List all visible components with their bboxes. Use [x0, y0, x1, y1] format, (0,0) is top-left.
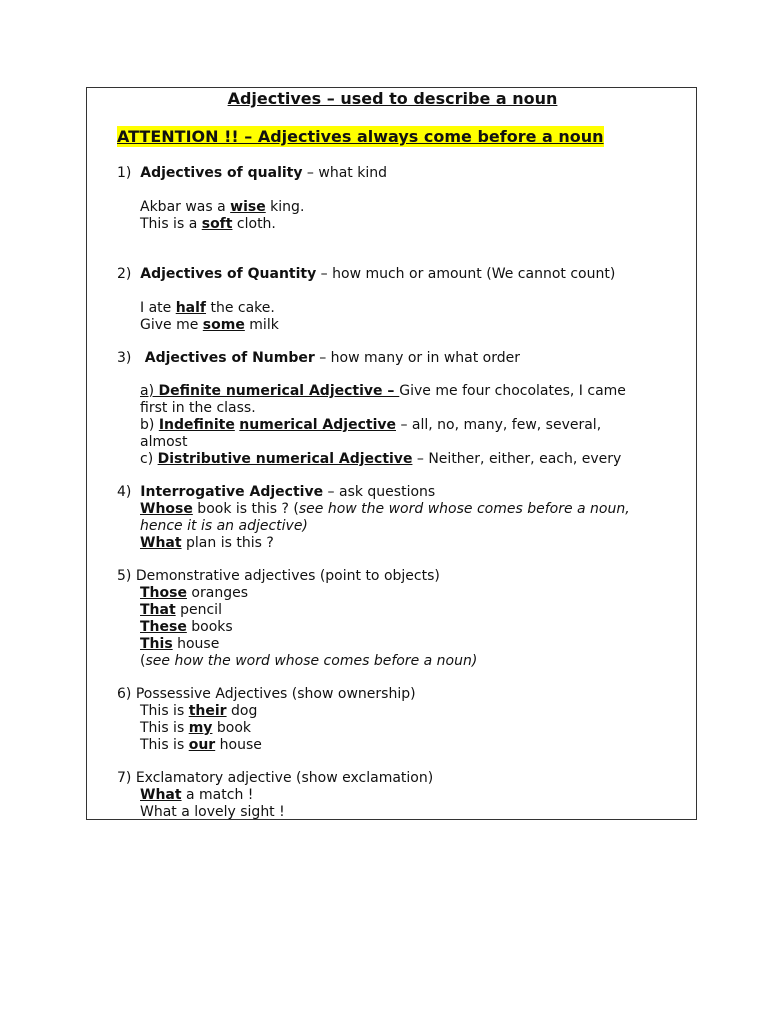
- section-description: – how much or amount (We cannot count): [316, 266, 616, 282]
- example-text: I ate: [140, 300, 176, 316]
- subitem-a-continued: first in the class.: [140, 400, 256, 416]
- example-note: [140, 653, 477, 670]
- section-description: – ask questions: [323, 484, 436, 500]
- example-text: book is this ? (: [192, 501, 299, 517]
- example-line: [140, 703, 257, 720]
- example-text: This is: [140, 737, 189, 753]
- example-text: house: [172, 636, 220, 652]
- example-line: [140, 585, 248, 602]
- subitem-text: – all, no, many, few, several,: [396, 417, 602, 433]
- section-number: 4): [117, 484, 132, 500]
- example-adjective: This: [140, 636, 173, 652]
- attention-banner: [117, 127, 604, 147]
- subitem-text: – Neither, either, each, every: [412, 451, 622, 467]
- subitem-marker: c): [140, 451, 158, 467]
- section-description: – how many or in what order: [314, 350, 521, 366]
- example-text: Akbar was a: [140, 199, 231, 215]
- example-text: This is: [140, 720, 189, 736]
- example-adjective: soft: [201, 216, 233, 232]
- example-adjective: What: [140, 787, 182, 803]
- subitem-b-continued: almost: [140, 434, 188, 450]
- example-text: cloth.: [232, 216, 276, 232]
- section-title: Adjectives of quality: [140, 165, 303, 181]
- example-text: This is: [140, 703, 189, 719]
- example-line: [140, 317, 279, 334]
- example-text: book: [212, 720, 251, 736]
- example-adjective: Those: [140, 585, 187, 601]
- section-title: Adjectives of Quantity: [140, 266, 317, 282]
- example-adjective: wise: [230, 199, 266, 215]
- section-6-heading: [117, 686, 416, 703]
- example-note-continued: hence it is an adjective): [140, 518, 308, 534]
- example-adjective: What: [140, 535, 182, 551]
- section-3-heading: [117, 350, 520, 367]
- example-text: pencil: [175, 602, 222, 618]
- note-paren: (: [140, 653, 146, 669]
- section-title: Interrogative Adjective: [140, 484, 324, 500]
- example-line: [140, 535, 274, 552]
- example-text: books: [186, 619, 233, 635]
- example-line: [140, 737, 262, 754]
- section-number: 6): [117, 686, 132, 702]
- example-line: [140, 619, 233, 636]
- example-adjective: their: [188, 703, 227, 719]
- example-text: oranges: [186, 585, 248, 601]
- example-text: Give me: [140, 317, 203, 333]
- section-number: 5): [117, 568, 132, 584]
- example-adjective: That: [140, 602, 176, 618]
- subitem-a: [140, 383, 626, 400]
- subitem-title: Distributive numerical Adjective: [157, 451, 413, 467]
- section-5-heading: [117, 568, 440, 585]
- example-adjective: Whose: [140, 501, 193, 517]
- example-adjective: These: [140, 619, 187, 635]
- example-line: [140, 216, 276, 233]
- example-text: the cake.: [206, 300, 275, 316]
- example-text: king.: [265, 199, 305, 215]
- example-text: a match !: [181, 787, 254, 803]
- section-2-heading: [117, 266, 615, 283]
- example-text: milk: [244, 317, 279, 333]
- example-note: see how the word whose comes before a noun,: [298, 501, 630, 517]
- section-description: – what kind: [302, 165, 387, 181]
- example-line: [140, 720, 251, 737]
- section-number: 3): [117, 350, 132, 366]
- example-text: This is a: [140, 216, 202, 232]
- example-text: dog: [226, 703, 258, 719]
- example-line: [140, 602, 222, 619]
- attention-text: ATTENTION !! – Adjectives always come before a noun: [117, 127, 604, 146]
- subitem-text: Give me four chocolates, I came: [399, 383, 626, 399]
- note-text: see how the word whose comes before a noun): [145, 653, 478, 669]
- example-line: [140, 199, 304, 216]
- section-title: Possessive Adjectives (show ownership): [135, 686, 416, 702]
- example-adjective: my: [188, 720, 213, 736]
- example-line: What a lovely sight !: [140, 804, 285, 820]
- document-frame: [86, 87, 697, 820]
- example-line: [140, 501, 630, 518]
- example-line: [140, 300, 275, 317]
- example-adjective: some: [202, 317, 245, 333]
- section-title: Demonstrative adjectives (point to objects): [135, 568, 440, 584]
- example-text: plan is this ?: [181, 535, 274, 551]
- section-title: Exclamatory adjective (show exclamation): [135, 770, 434, 786]
- subitem-title: Indefinite: [158, 417, 235, 433]
- section-title: Adjectives of Number: [144, 350, 315, 366]
- section-4-heading: [117, 484, 435, 501]
- subitem-title: numerical Adjective: [239, 417, 396, 433]
- section-number: 1): [117, 165, 132, 181]
- subitem-title: Definite numerical Adjective –: [158, 383, 400, 399]
- section-number: 2): [117, 266, 132, 282]
- example-line: [140, 636, 219, 653]
- subitem-marker: b): [140, 417, 159, 433]
- subitem-b: [140, 417, 601, 434]
- subitem-c: [140, 451, 621, 468]
- example-text: house: [215, 737, 262, 753]
- example-adjective: our: [188, 737, 216, 753]
- example-adjective: half: [175, 300, 207, 316]
- subitem-marker: a): [140, 383, 159, 399]
- section-7-heading: [117, 770, 433, 787]
- example-line: [140, 787, 253, 804]
- section-1-heading: [117, 165, 387, 182]
- section-number: 7): [117, 770, 132, 786]
- page-title: Adjectives – used to describe a noun: [227, 89, 558, 108]
